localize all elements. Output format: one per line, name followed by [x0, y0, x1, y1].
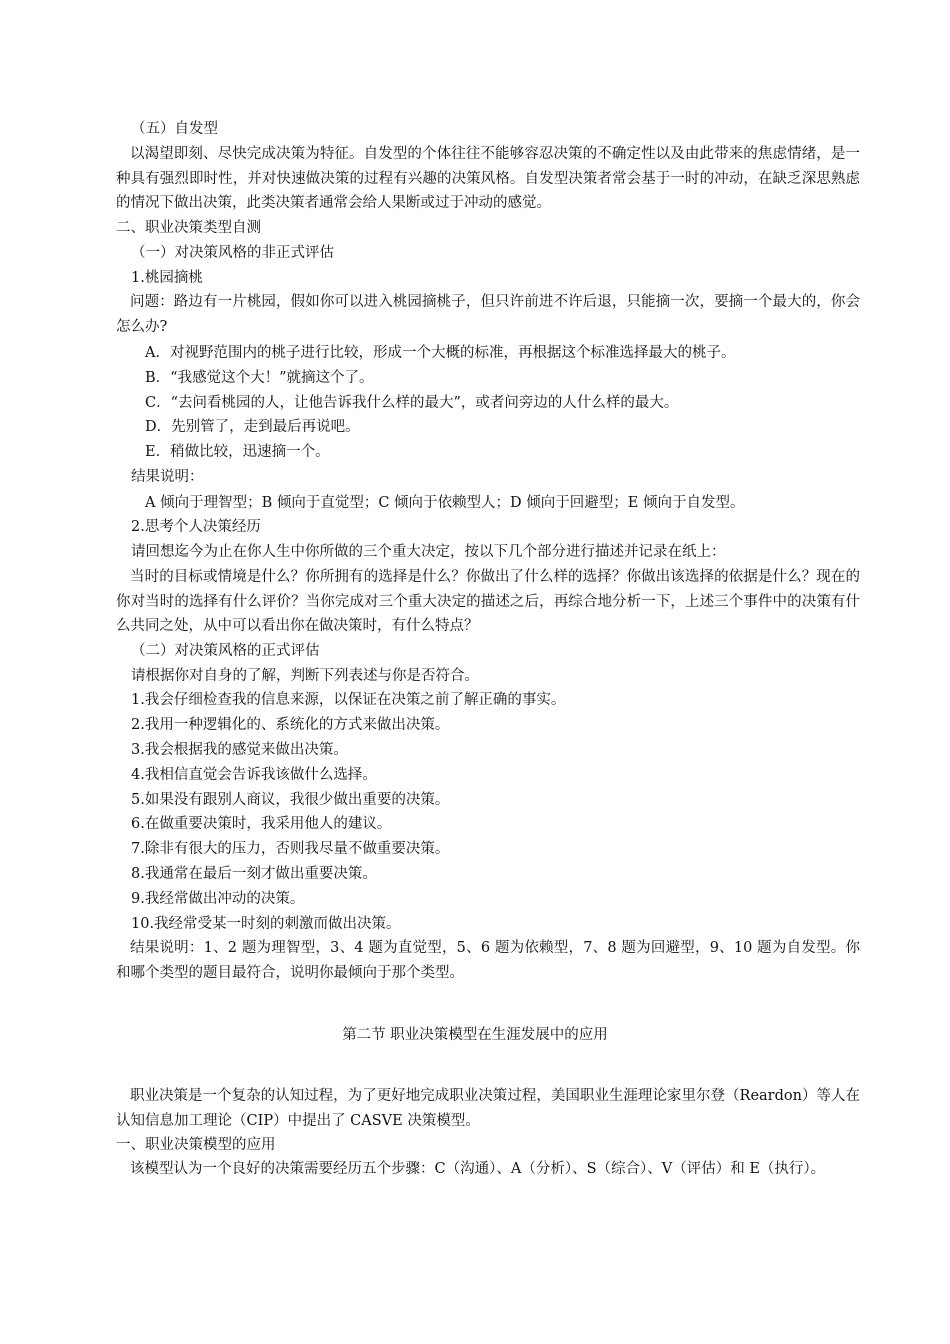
- formal-item: 9.我经常做出冲动的决策。: [131, 891, 305, 907]
- model-body: 该模型认为一个良好的决策需要经历五个步骤：C（沟通）、A（分析）、S（综合）、V（评估）和 E（执行）。: [130, 1161, 826, 1177]
- formal-item: 5.如果没有跟别人商议，我很少做出重要的决策。: [131, 792, 450, 808]
- formal-item: 1.我会仔细检查我的信息来源，以保证在决策之前了解正确的事实。: [131, 692, 566, 708]
- casve-intro: 职业决策是一个复杂的认知过程，为了更好地完成职业决策过程，美国职业生涯理论家里尔登（Reardon）等人在认知信息加工理论（CIP）中提出了 CASVE 决策模型。: [116, 1088, 860, 1129]
- peach-question: 问题：路边有一片桃园，假如你可以进入桃园摘桃子，但只许前进不许后退，只能摘一次，要摘一个最大的，你会怎么办?: [116, 294, 860, 335]
- experience-heading: 2.思考个人决策经历: [131, 519, 261, 535]
- formal-heading: （二）对决策风格的正式评估: [131, 643, 320, 659]
- formal-item: 4.我相信直觉会告诉我该做什么选择。: [131, 767, 377, 783]
- peach-option-d: D．先别管了，走到最后再说吧。: [145, 419, 360, 435]
- section5-body: 以渴望即刻、尽快完成决策为特征。自发型的个体往往不能够容忍决策的不确定性以及由此带来的焦虑情绪，是一种具有强烈即时性，并对快速做决策的过程有兴趣的决策风格。自发型决策者常会基于一时的冲动，在缺乏深思熟虑的情况下做出决策，此类决策者通常会给人果断或过于冲动的感觉。: [116, 146, 860, 211]
- formal-item: 3.我会根据我的感觉来做出决策。: [131, 742, 348, 758]
- chapter-title: 第二节 职业决策模型在生涯发展中的应用: [342, 1027, 608, 1043]
- formal-intro: 请根据你对自身的了解，判断下列表述与你是否符合。: [131, 668, 479, 684]
- formal-item: 2.我用一种逻辑化的、系统化的方式来做出决策。: [131, 717, 450, 733]
- formal-item: 7.除非有很大的压力，否则我尽量不做重要决策。: [131, 841, 450, 857]
- peach-heading: 1.桃园摘桃: [131, 270, 203, 286]
- experience-intro: 请回想迄今为止在你人生中你所做的三个重大决定，按以下几个部分进行描述并记录在纸上：: [131, 544, 726, 560]
- peach-option-e: E．稍做比较，迅速摘一个。: [145, 444, 330, 460]
- peach-option-a: A．对视野范围内的桃子进行比较，形成一个大概的标准，再根据这个标准选择最大的桃子。: [145, 345, 736, 361]
- result-text-1: A 倾向于理智型；B 倾向于直觉型；C 倾向于依赖型人；D 倾向于回避型；E 倾向于自发型。: [145, 495, 745, 511]
- formal-item: 8.我通常在最后一刻才做出重要决策。: [131, 866, 377, 882]
- formal-item: 10.我经常受某一时刻的刺激而做出决策。: [131, 916, 401, 932]
- informal-heading: （一）对决策风格的非正式评估: [131, 245, 334, 261]
- section5-heading: （五）自发型: [131, 121, 218, 137]
- peach-option-b: B．“我感觉这个大！”就摘这个了。: [145, 370, 374, 386]
- formal-item: 6.在做重要决策时，我采用他人的建议。: [131, 816, 392, 832]
- peach-option-c: C．“去问看桃园的人，让他告诉我什么样的最大”，或者问旁边的人什么样的最大。: [145, 395, 679, 411]
- part2-heading: 二、职业决策类型自测: [116, 220, 261, 236]
- result-label-1: 结果说明：: [131, 469, 204, 485]
- model-heading: 一、职业决策模型的应用: [116, 1137, 276, 1153]
- result-text-2: 结果说明：1、2 题为理智型，3、4 题为直觉型，5、6 题为依赖型，7、8 题为回避型，9、10 题为自发型。你和哪个类型的题目最符合，说明你最倾向于那个类型。: [116, 940, 860, 981]
- experience-body: 当时的目标或情境是什么？你所拥有的选择是什么？你做出了什么样的选择？你做出该选择的依据是什么？现在的你对当时的选择有什么评价？当你完成对三个重大决定的描述之后，再综合地分析一下，上述三个事件中的决策有什么共同之处，从中可以看出你在做决策时，有什么特点？: [116, 569, 860, 634]
